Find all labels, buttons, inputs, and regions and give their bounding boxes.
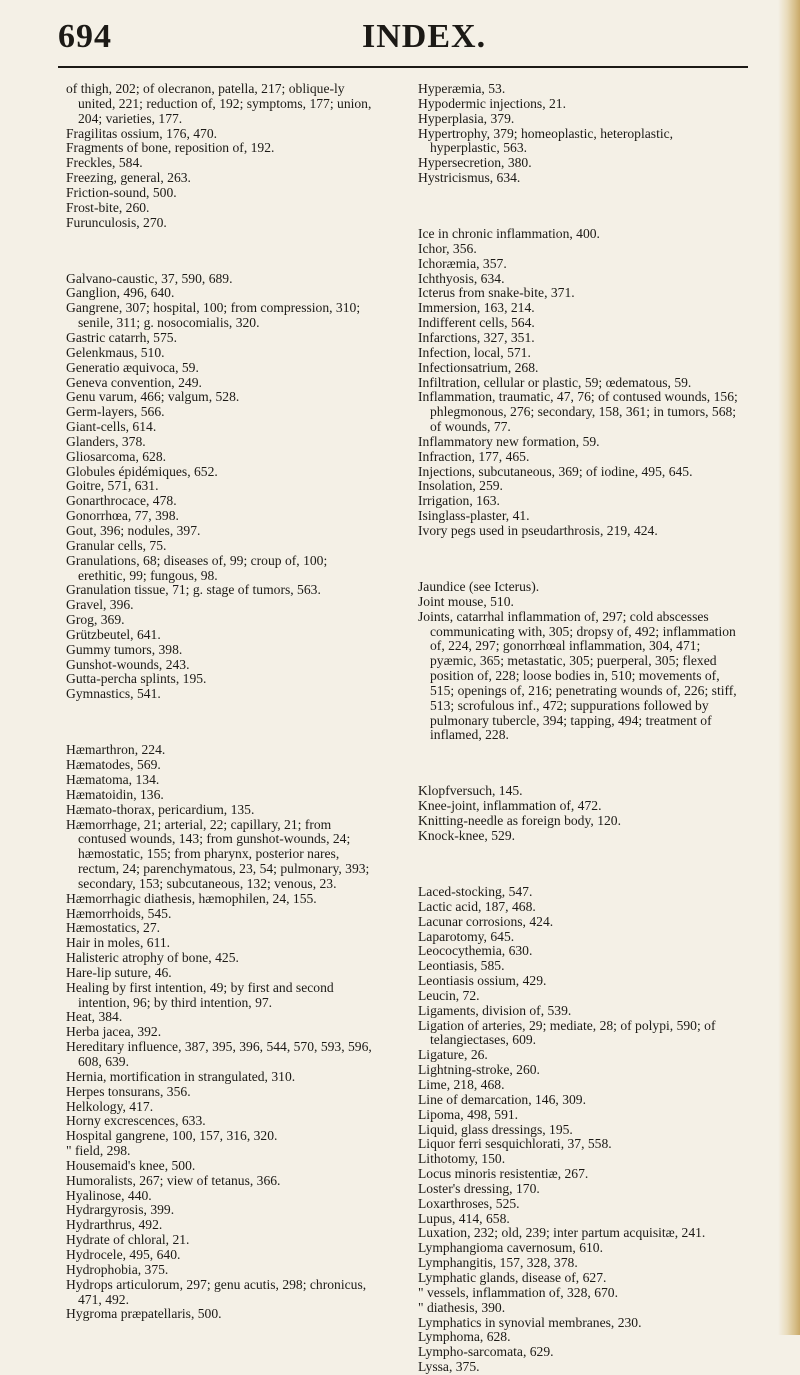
index-entry: Hypertrophy, 379; homeoplastic, heteroplastic, hyperplastic, 563.: [418, 125, 674, 156]
index-entry: Lymphatic glands, disease of, 627.: [418, 1269, 607, 1285]
index-entry: Hydrops articulorum, 297; genu acutis, 298; chronicus, 471, 492.: [66, 1276, 367, 1307]
index-entry: Furunculosis, 270.: [66, 214, 167, 230]
index-entry: Giant-cells, 614.: [66, 419, 157, 435]
index-entry: Ivory pegs used in pseudarthrosis, 219, 424.: [418, 522, 658, 538]
entry-gap: [418, 757, 740, 771]
index-entry: Hair in moles, 611.: [66, 935, 171, 951]
index-entry: Fragments of bone, reposition of, 192.: [66, 140, 275, 156]
index-entry: Joint mouse, 510.: [418, 593, 514, 609]
index-entry: Grützbeutel, 641.: [66, 626, 161, 642]
index-entry: Granulations, 68; diseases of, 99; croup of, 100; erethitic, 99; fungous, 98.: [66, 552, 328, 583]
index-entry: Gelenkmaus, 510.: [66, 344, 165, 360]
index-entry: Infraction, 177, 465.: [418, 448, 530, 464]
index-entry: Hydrargyrosis, 399.: [66, 1202, 175, 1218]
index-entry: Infarctions, 327, 351.: [418, 330, 535, 345]
index-entry: Hæmorrhoids, 545.: [66, 905, 172, 921]
index-entry: Hypodermic injections, 21.: [418, 95, 566, 111]
index-entry: Freezing, general, 263.: [66, 170, 191, 186]
page-edge-shading: [778, 0, 800, 1335]
index-entry: Ichoræmia, 357.: [418, 255, 507, 271]
index-entry: Ichthyosis, 634.: [418, 270, 505, 286]
index-entry: Knitting-needle as foreign body, 120.: [418, 813, 621, 829]
entry-gap: [418, 200, 740, 214]
index-entry: Infiltration, cellular or plastic, 59; œdematous, 59.: [418, 374, 692, 390]
index-entry: Insolation, 259.: [418, 478, 503, 494]
index-entry: Granular cells, 75.: [66, 537, 167, 553]
index-entry: Lymphatics in synovial membranes, 230.: [418, 1314, 642, 1330]
entry-gap: [418, 857, 740, 871]
index-entry: Halisteric atrophy of bone, 425.: [66, 950, 239, 966]
index-entry: Laced-stocking, 547.: [418, 884, 533, 900]
index-entry: Lympho-sarcomata, 629.: [418, 1344, 554, 1360]
index-entry: Klopfversuch, 145.: [418, 783, 523, 799]
index-entry: Hæmatoidin, 136.: [66, 786, 164, 802]
index-entry: Lupus, 414, 658.: [418, 1210, 510, 1226]
index-entry: Injections, subcutaneous, 369; of iodine, 495, 645.: [418, 463, 693, 479]
index-entry: Lyssa, 375.: [418, 1359, 480, 1375]
index-entry: Luxation, 232; old, 239; inter partum acquisitæ, 241.: [418, 1225, 706, 1241]
index-entry: Locus minoris resistentiæ, 267.: [418, 1166, 589, 1182]
index-entry: Hypersecretion, 380.: [418, 155, 532, 171]
index-entry: Lymphangitis, 157, 328, 378.: [418, 1255, 578, 1271]
index-entry: Goitre, 571, 631.: [66, 478, 159, 494]
index-entry: Healing by first intention, 49; by first and second intention, 96; by third intention, 97.: [66, 979, 334, 1010]
index-entry: Hygroma præpatellaris, 500.: [66, 1306, 222, 1322]
index-entry: Lymphangioma cavernosum, 610.: [418, 1240, 603, 1256]
index-entry: Leucin, 72.: [418, 987, 480, 1003]
index-entry: Germ-layers, 566.: [66, 404, 165, 420]
index-entry: Gunshot-wounds, 243.: [66, 656, 190, 672]
index-entry: Genu varum, 466; valgum, 528.: [66, 389, 240, 405]
index-entry: Indifferent cells, 564.: [418, 315, 535, 331]
index-entry: Hydrophobia, 375.: [66, 1261, 169, 1277]
index-entry: Granulation tissue, 71; g. stage of tumors, 563.: [66, 582, 321, 598]
entry-gap: [66, 716, 378, 730]
index-entry: Helkology, 417.: [66, 1098, 154, 1114]
index-entry: Hæmatodes, 569.: [66, 757, 161, 773]
index-entry: Infectionsatrium, 268.: [418, 359, 539, 375]
index-entry: Housemaid's knee, 500.: [66, 1157, 196, 1173]
index-entry: Isinglass-plaster, 41.: [418, 508, 530, 524]
index-entry: Liquor ferri sesquichlorati, 37, 558.: [418, 1136, 612, 1152]
page-number: 694: [58, 18, 112, 55]
index-entry: Loxarthroses, 525.: [418, 1195, 520, 1211]
index-entry: Hyalinose, 440.: [66, 1187, 152, 1203]
index-entry: " vessels, inflammation of, 328, 670.: [418, 1284, 618, 1300]
index-entry: Gastric catarrh, 575.: [66, 330, 177, 345]
header-rule: [58, 66, 748, 68]
index-entry: Gonorrhœa, 77, 398.: [66, 508, 179, 524]
index-entry: Loster's dressing, 170.: [418, 1180, 540, 1196]
index-entry: Gummy tumors, 398.: [66, 641, 183, 657]
index-entry: Hereditary influence, 387, 395, 396, 544, 570, 593, 596, 608, 639.: [66, 1039, 372, 1069]
index-entry: Ganglion, 496, 640.: [66, 285, 175, 301]
index-entry: Grog, 369.: [66, 612, 125, 628]
index-entry: Hæmato-thorax, pericardium, 135.: [66, 801, 255, 817]
index-entry: Herpes tonsurans, 356.: [66, 1083, 191, 1099]
index-entry: Hyperplasia, 379.: [418, 110, 515, 126]
index-entry: Lime, 218, 468.: [418, 1077, 505, 1092]
index-entry: Lipoma, 498, 591.: [418, 1106, 519, 1122]
index-entry: Liquid, glass dressings, 195.: [418, 1121, 573, 1137]
index-entry: Hospital gangrene, 100, 157, 316, 320.: [66, 1128, 278, 1144]
index-entry: Globules épidémiques, 652.: [66, 463, 218, 479]
index-entry: " diathesis, 390.: [418, 1299, 506, 1315]
index-entry: Leontiasis, 585.: [418, 958, 505, 974]
index-entry: Hæmostatics, 27.: [66, 920, 161, 936]
index-entry: Frost-bite, 260.: [66, 199, 150, 215]
index-entry: Immersion, 163, 214.: [418, 300, 535, 316]
index-entry: Hyperæmia, 53.: [418, 81, 506, 96]
index-entry: Hæmatoma, 134.: [66, 771, 160, 787]
index-entry: Infection, local, 571.: [418, 344, 531, 360]
index-entry: Hæmorrhage, 21; arterial, 22; capillary, 21; from contused wounds, 143; from gunshot-wounds, 24; hæmostatic, 155; from pharynx, posterior nares, rectum, 24; parenchymatous, 23, 54; pulmonary, 393; secondary, 153; subcutaneous, 132; venous, 23.: [66, 816, 370, 891]
index-entry: Lithotomy, 150.: [418, 1151, 506, 1167]
index-entry: Herba jacea, 392.: [66, 1024, 162, 1040]
index-entry: Lymphoma, 628.: [418, 1329, 511, 1345]
index-entry: Horny excrescences, 633.: [66, 1113, 206, 1129]
index-entry: Lactic acid, 187, 468.: [418, 898, 536, 914]
index-entry: Gliosarcoma, 628.: [66, 448, 167, 464]
index-entry: Lightning-stroke, 260.: [418, 1062, 540, 1078]
index-entry: Inflammatory new formation, 59.: [418, 433, 600, 449]
index-entry: Laparotomy, 645.: [418, 928, 515, 944]
index-entry: Hystricismus, 634.: [418, 170, 521, 186]
index-column-left: [66, 82, 378, 1322]
index-entry: Knee-joint, inflammation of, 472.: [418, 798, 602, 814]
index-entry: Ligature, 26.: [418, 1047, 488, 1063]
entry-gap: [418, 552, 740, 566]
index-entry: Humoralists, 267; view of tetanus, 366.: [66, 1172, 281, 1188]
entry-gap: [66, 244, 378, 258]
index-entry: Hæmarthron, 224.: [66, 742, 166, 758]
index-entry: Line of demarcation, 146, 309.: [418, 1091, 586, 1107]
index-entry: Leococythemia, 630.: [418, 943, 533, 959]
index-entry: Ligation of arteries, 29; mediate, 28; of polypi, 590; of telangiectases, 609.: [418, 1017, 716, 1048]
index-entry: Heat, 384.: [66, 1009, 123, 1025]
index-entry: Irrigation, 163.: [418, 493, 500, 509]
index-entry: Knock-knee, 529.: [418, 828, 516, 843]
index-entry: Leontiasis ossium, 429.: [418, 973, 547, 989]
index-entry: Hernia, mortification in strangulated, 310.: [66, 1068, 296, 1084]
index-entry: Lacunar corrosions, 424.: [418, 913, 554, 929]
index-entry: Jaundice (see Icterus).: [418, 579, 540, 594]
index-entry: Generatio æquivoca, 59.: [66, 359, 199, 375]
index-entry: Ice in chronic inflammation, 400.: [418, 226, 600, 242]
index-entry: " field, 298.: [66, 1143, 131, 1159]
index-entry: Glanders, 378.: [66, 433, 146, 449]
index-entry: Hæmorrhagic diathesis, hæmophilen, 24, 155.: [66, 890, 317, 906]
index-entry: of thigh, 202; of olecranon, patella, 217; oblique-ly united, 221; reduction of, 192; symptoms, 177; union, 204; varieties, 177.: [66, 81, 372, 126]
index-entry: Joints, catarrhal inflammation of, 297; cold abscesses communicating with, 305; dropsy of, 492; inflammation of, 224, 297; gonorrhœal inflammation, 304, 471; pyæmic, 365; metastatic, 305; puerperal, 305; flexed position of, 228; loose bodies in, 510; movements of, 515; openings of, 216; penetrating wounds of, 226; stiff, 513; scrofulous inf., 472; suppurations followed by pulmonary tubercle, 394; tapping, 494; treatment of inflamed, 228.: [418, 608, 737, 743]
index-entry: Ichor, 356.: [418, 240, 477, 256]
index-entry: Hydrate of chloral, 21.: [66, 1232, 190, 1248]
index-entry: Hare-lip suture, 46.: [66, 964, 172, 980]
index-column-right: [418, 82, 740, 1375]
index-entry: Ligaments, division of, 539.: [418, 1002, 572, 1018]
index-entry: Icterus from snake-bite, 371.: [418, 285, 575, 301]
index-entry: Hydrocele, 495, 640.: [66, 1246, 181, 1262]
index-entry: Gonarthrocace, 478.: [66, 493, 177, 509]
index-entry: Gymnastics, 541.: [66, 686, 161, 702]
page-title: INDEX.: [362, 18, 487, 55]
index-entry: Geneva convention, 249.: [66, 374, 202, 390]
index-entry: Fragilitas ossium, 176, 470.: [66, 125, 218, 141]
index-entry: Galvano-caustic, 37, 590, 689.: [66, 270, 233, 286]
index-entry: Hydrarthrus, 492.: [66, 1217, 163, 1233]
index-entry: Friction-sound, 500.: [66, 184, 177, 200]
index-entry: Gutta-percha splints, 195.: [66, 671, 207, 687]
index-entry: Inflammation, traumatic, 47, 76; of contused wounds, 156; phlegmonous, 276; secondary, 158, 361; in tumors, 568; of wounds, 77.: [418, 389, 738, 435]
index-entry: Gangrene, 307; hospital, 100; from compression, 310; senile, 311; g. nosocomialis, 320.: [66, 300, 361, 331]
index-entry: Gout, 396; nodules, 397.: [66, 522, 201, 538]
index-entry: Gravel, 396.: [66, 597, 134, 613]
index-entry: Freckles, 584.: [66, 155, 143, 171]
